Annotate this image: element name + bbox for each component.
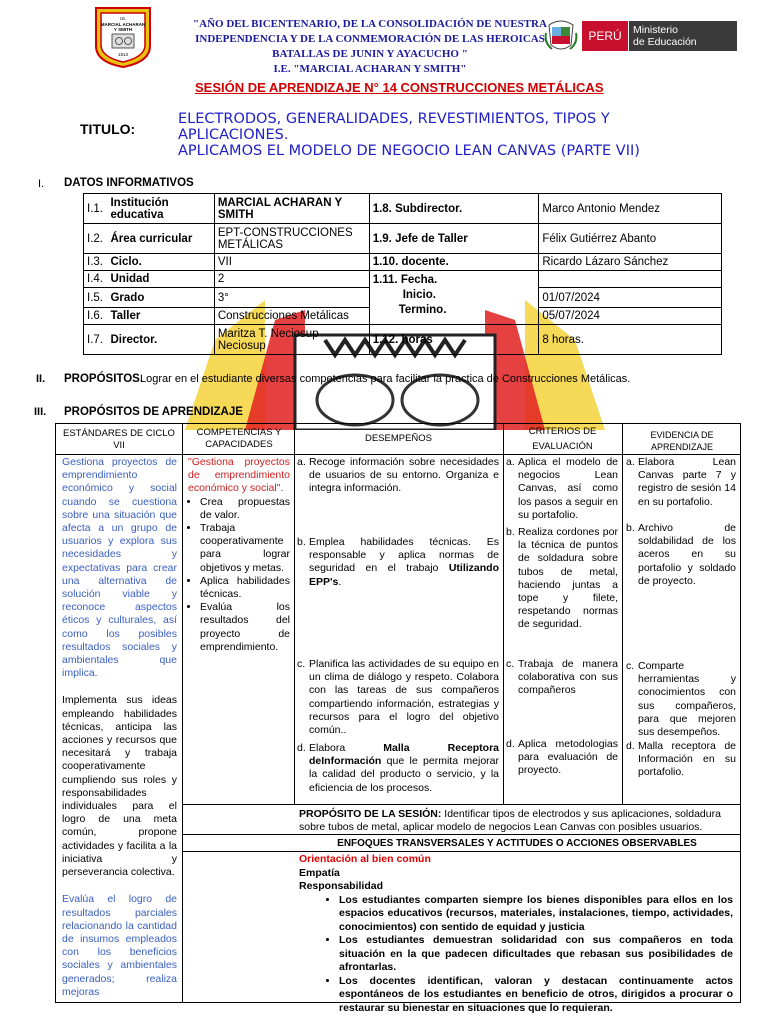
desempeno-item: [297, 742, 499, 795]
info-value: VII: [214, 254, 369, 271]
peru-coat-of-arms-icon: [544, 19, 578, 53]
info-num: I.7.: [84, 325, 108, 355]
info-label-inicio: Inicio.: [402, 289, 436, 301]
item-letter: c.: [626, 660, 635, 672]
desempeno-item: [297, 536, 499, 589]
desempeno-text-bold: Utilizando EPP's: [309, 562, 499, 588]
capacidad-item: • Crea propuestas de valor.: [200, 496, 290, 522]
criterio-text: Trabaja de manera colaborativa con sus compañeros: [518, 658, 618, 697]
school-logo: [92, 6, 154, 68]
ministry-label: [629, 21, 737, 51]
info-value-2: Ricardo Lázaro Sánchez: [539, 254, 722, 271]
info-value-2: Félix Gutiérrez Abanto: [539, 224, 722, 254]
info-label: Grado: [107, 288, 214, 308]
competencia-title: "Gestiona proyectos de emprendimiento económico y social".: [188, 456, 290, 495]
motto-line: I.E. "MARCIAL ACHARAN Y SMITH": [273, 63, 467, 75]
item-letter: a.: [297, 456, 306, 468]
info-num: I.6.: [84, 308, 108, 325]
evidencia-text: Comparte herramientas y conocimientos con sus compañeros, para que mejoren sus desempeños.: [638, 660, 736, 739]
enfoque-title: Orientación al bien común: [299, 853, 431, 865]
info-fecha-cell: [369, 271, 539, 325]
criterio-text: Aplica metodologias para evaluación de proyecto.: [518, 738, 618, 777]
titulo-line: APLICAMOS EL MODELO DE NEGOCIO LEAN CANVAS (PARTE VII): [178, 143, 640, 159]
learning-grid: [55, 423, 741, 1014]
info-label: Institución educativa: [107, 194, 214, 224]
info-label-2: 1.12. horas: [369, 325, 539, 355]
info-value: Construcciones Metálicas: [214, 308, 369, 325]
enfoque-bullet: • Los estudiantes demuestran solidaridad con sus compañeros en toda situación en la que padecen dificultades que rebasan sus posibilidades de afrontarlas.: [339, 934, 733, 975]
info-value: MARCIAL ACHARAN Y SMITH: [214, 194, 369, 224]
evidencia-text: Archivo de soldabilidad de los aceros en su portafolio y soldado de proyecto.: [638, 522, 736, 587]
titulo-label: TITULO:: [80, 121, 136, 137]
school-logo-text-3: Y SMITH: [113, 27, 133, 32]
info-value: 2: [214, 271, 369, 288]
evidencia-item: [626, 740, 736, 780]
titulo-line: ELECTRODOS, GENERALIDADES, REVESTIMIENTOS, TIPOS Y: [178, 111, 610, 127]
enfoque-bullets: [299, 894, 739, 1016]
header-motto: [190, 17, 550, 77]
desempeno-text-bold: Malla Receptora deInformación: [309, 742, 500, 768]
proposito-sesion-text: Identificar tipos de electrodos y sus aplicaciones, soldadura sobre tubos de metal, aplicar modelo de negocios Lean Canvas con posibles usuarios.: [299, 808, 721, 833]
header-desempenos: DESEMPEÑOS: [364, 433, 433, 444]
info-label-2: 1.9. Jefe de Taller: [369, 224, 539, 254]
desempeno-item: [297, 658, 499, 737]
desempeno-item: [297, 456, 499, 496]
evidencia-item: [626, 522, 736, 588]
info-value: Maritza T. Neciosup Neciosup: [214, 325, 369, 355]
desempeno-text: Recoge información sobre necesidades de usuarios de su entorno. Organiza e integra información.: [309, 456, 499, 495]
section-heading-propositos: PROPÓSITOS.: [64, 373, 144, 385]
criterio-item: [506, 738, 618, 778]
evidencia-item: [626, 660, 736, 739]
enfoques-content: [299, 853, 739, 1015]
desempeno-text: Planifica las actividades de su equipo en un clima de diálogo y respeto. Colabora con las tareas de sus compañeros compartiendo información, estrategias y recursos para el logro del objetivo común..: [309, 658, 499, 737]
ministry-label-line: Ministerio: [633, 24, 678, 36]
enfoque-value: Responsabilidad: [299, 880, 384, 892]
item-letter: c.: [506, 658, 515, 670]
capacidad-item: • Aplica habilidades técnicas.: [200, 575, 290, 601]
info-value-2: 01/07/2024: [539, 288, 722, 308]
criterio-text: Realiza cordones por la técnica de puntos de soldadura sobre tubos de metal, haciendo juntas a tope y filete, respetando normas de seguridad.: [518, 526, 618, 631]
info-label: Taller: [107, 308, 214, 325]
info-num: I.2.: [84, 224, 108, 254]
criterio-item: [506, 456, 618, 522]
estandar-paragraph: Evalúa el logro de resultados parciales relacionando la cantidad de insumos empleados con los beneficios sociales y ambientales generados; realiza mejoras: [62, 893, 177, 998]
info-label: Área curricular: [107, 224, 214, 254]
info-row: [84, 271, 722, 288]
desempeno-text-part: .: [338, 575, 342, 588]
info-row: [84, 224, 722, 254]
info-label: Director.: [107, 325, 214, 355]
propositos-text: Lograr en el estudiante diversas competencias para facilitar la practica de Construcciones Metálicas.: [140, 373, 631, 385]
school-logo-text-1: I.E.: [119, 16, 127, 21]
section-heading-datos: DATOS INFORMATIVOS: [64, 177, 194, 189]
school-logo-year: 1913: [117, 52, 129, 57]
info-table: [83, 193, 722, 355]
motto-line: "AÑO DEL BICENTENARIO, DE LA CONSOLIDACIÓN DE NUESTRA: [193, 18, 547, 30]
info-row: [84, 194, 722, 224]
info-num: I.3.: [84, 254, 108, 271]
item-letter: b.: [506, 526, 515, 538]
item-letter: d.: [297, 742, 306, 754]
desempeno-text: [309, 742, 499, 795]
info-value: 3°: [214, 288, 369, 308]
capacidades-list: [188, 496, 290, 654]
info-label-termino: Termino.: [398, 304, 447, 316]
header-criterios: CRITERIOS DE EVALUACIÓN: [528, 426, 597, 452]
capacidad-item: • Evalúa los resultados del proyecto de emprendimiento.: [200, 601, 290, 654]
info-num: I.5.: [84, 288, 108, 308]
evidencia-text: Malla receptora de Información en su portafolio.: [638, 740, 736, 779]
motto-line: INDEPENDENCIA Y DE LA CONMEMORACIÓN DE LAS HEROICAS: [195, 33, 545, 45]
item-letter: c.: [297, 658, 306, 670]
motto-line: BATALLAS DE JUNIN Y AYACUCHO ": [272, 48, 468, 60]
enfoques-heading: ENFOQUES TRANSVERSALES Y ACTITUDES O ACCIONES OBSERVABLES: [337, 838, 697, 849]
info-num: I.4.: [84, 271, 108, 288]
info-value-2: 05/07/2024: [539, 308, 722, 325]
info-label-2: 1.11. Fecha.: [372, 274, 438, 286]
info-value: EPT-CONSTRUCCIONES METÁLICAS: [214, 224, 369, 254]
estandar-paragraph: Implementa sus ideas empleando habilidades técnicas, anticipa las acciones y recursos que necesitará y trabaja cooperativamente cumpliendo sus roles y responsabilidades individuales para el logro de una meta común, propone actividades y facilita a la iniciativa y perseverancia colectiva.: [62, 694, 177, 879]
evidencia-item: [626, 456, 736, 509]
estandar-paragraph: Gestiona proyectos de emprendimiento económico y social cuando se cuestiona sobre una situación que afecta a un grupo de usuarios y explora sus necesidades y expectativas para crear una alternativa de solución viable y reconoce aspectos éticos y culturales, así como los posibles resultados sociales y ambientales que implica.: [62, 456, 177, 680]
ministry-logo: [540, 17, 740, 55]
desempeno-text-part: que le permita mejorar la calidad del producto o servicio, y la eficiencia de los procesos.: [309, 755, 499, 794]
item-letter: a.: [506, 456, 515, 468]
desempeno-text: [309, 536, 499, 589]
ministry-label-line: de Educación: [633, 36, 697, 48]
header-competencias: COMPETENCIAS Y CAPACIDADES: [196, 427, 282, 450]
info-label: Unidad: [107, 271, 214, 288]
info-num: I.1.: [84, 194, 108, 224]
info-value-2: [539, 271, 722, 288]
info-row: [84, 254, 722, 271]
section-number: I.: [38, 178, 45, 190]
header-estandares: ESTÁNDARES DE CICLO VII: [63, 428, 175, 451]
desempeno-text-part: Emplea habilidades técnicas. Es responsable y aplica normas de seguridad en el trabajo: [309, 536, 499, 575]
titulo-line: APLICACIONES.: [178, 127, 289, 143]
evidencia-text: Elabora Lean Canvas parte 7 y registro de sesión 14 en su portafolio.: [638, 456, 736, 508]
criterio-text: Aplica el modelo de negocios Lean Canvas, así como los pasos a seguir en su portafolio.: [518, 456, 618, 521]
session-title: SESIÓN DE APRENDIZAJE N° 14 CONSTRUCCIONES METÁLICAS: [195, 80, 604, 95]
info-label-2: 1.8. Subdirector.: [369, 194, 539, 224]
header-evidencia: EVIDENCIA DE APRENDIZAJE: [650, 430, 714, 452]
school-logo-text-2: MARCIAL ACHARAN: [100, 22, 146, 27]
info-label: Ciclo.: [107, 254, 214, 271]
proposito-sesion-label: PROPÓSITO DE LA SESIÓN:: [299, 808, 442, 820]
section-number: III.: [34, 406, 47, 418]
info-label-2: 1.10. docente.: [369, 254, 539, 271]
info-value-2: 8 horas.: [539, 325, 722, 355]
section-heading-aprendizaje: PROPÓSITOS DE APRENDIZAJE: [64, 406, 243, 418]
item-letter: b.: [297, 536, 306, 548]
criterio-item: [506, 658, 618, 698]
section-number: II.: [36, 373, 46, 385]
estandares-column: [62, 456, 177, 999]
info-value-2: Marco Antonio Mendez: [539, 194, 722, 224]
competencias-column: [188, 456, 290, 654]
enfoque-value: Empatía: [299, 866, 340, 879]
titulo-text: [178, 111, 718, 159]
peru-label: PERÚ: [582, 21, 628, 51]
capacidad-item: • Trabaja cooperativamente para lograr objetivos y metas.: [200, 522, 290, 575]
item-letter: a.: [626, 456, 635, 468]
desempeno-text-part: Elabora: [309, 742, 384, 754]
info-row: [84, 325, 722, 355]
enfoque-bullet: • Los estudiantes comparten siempre los bienes disponibles para ellos en los espacios educativos (recursos, materiales, instalaciones, tiempo, actividades, conocimientos) con sentido de equidad y justicia: [339, 894, 733, 935]
item-letter: d.: [626, 740, 635, 752]
proposito-sesion: [299, 808, 735, 834]
item-letter: b.: [626, 522, 635, 534]
item-letter: d.: [506, 738, 515, 750]
criterio-item: [506, 526, 618, 632]
enfoque-bullet: • Los docentes identifican, valoran y destacan continuamente actos espontáneos de los estudiantes en beneficio de otros, dirigidos a procurar o restaurar su bienestar en situaciones que lo requieran.: [339, 975, 733, 1016]
